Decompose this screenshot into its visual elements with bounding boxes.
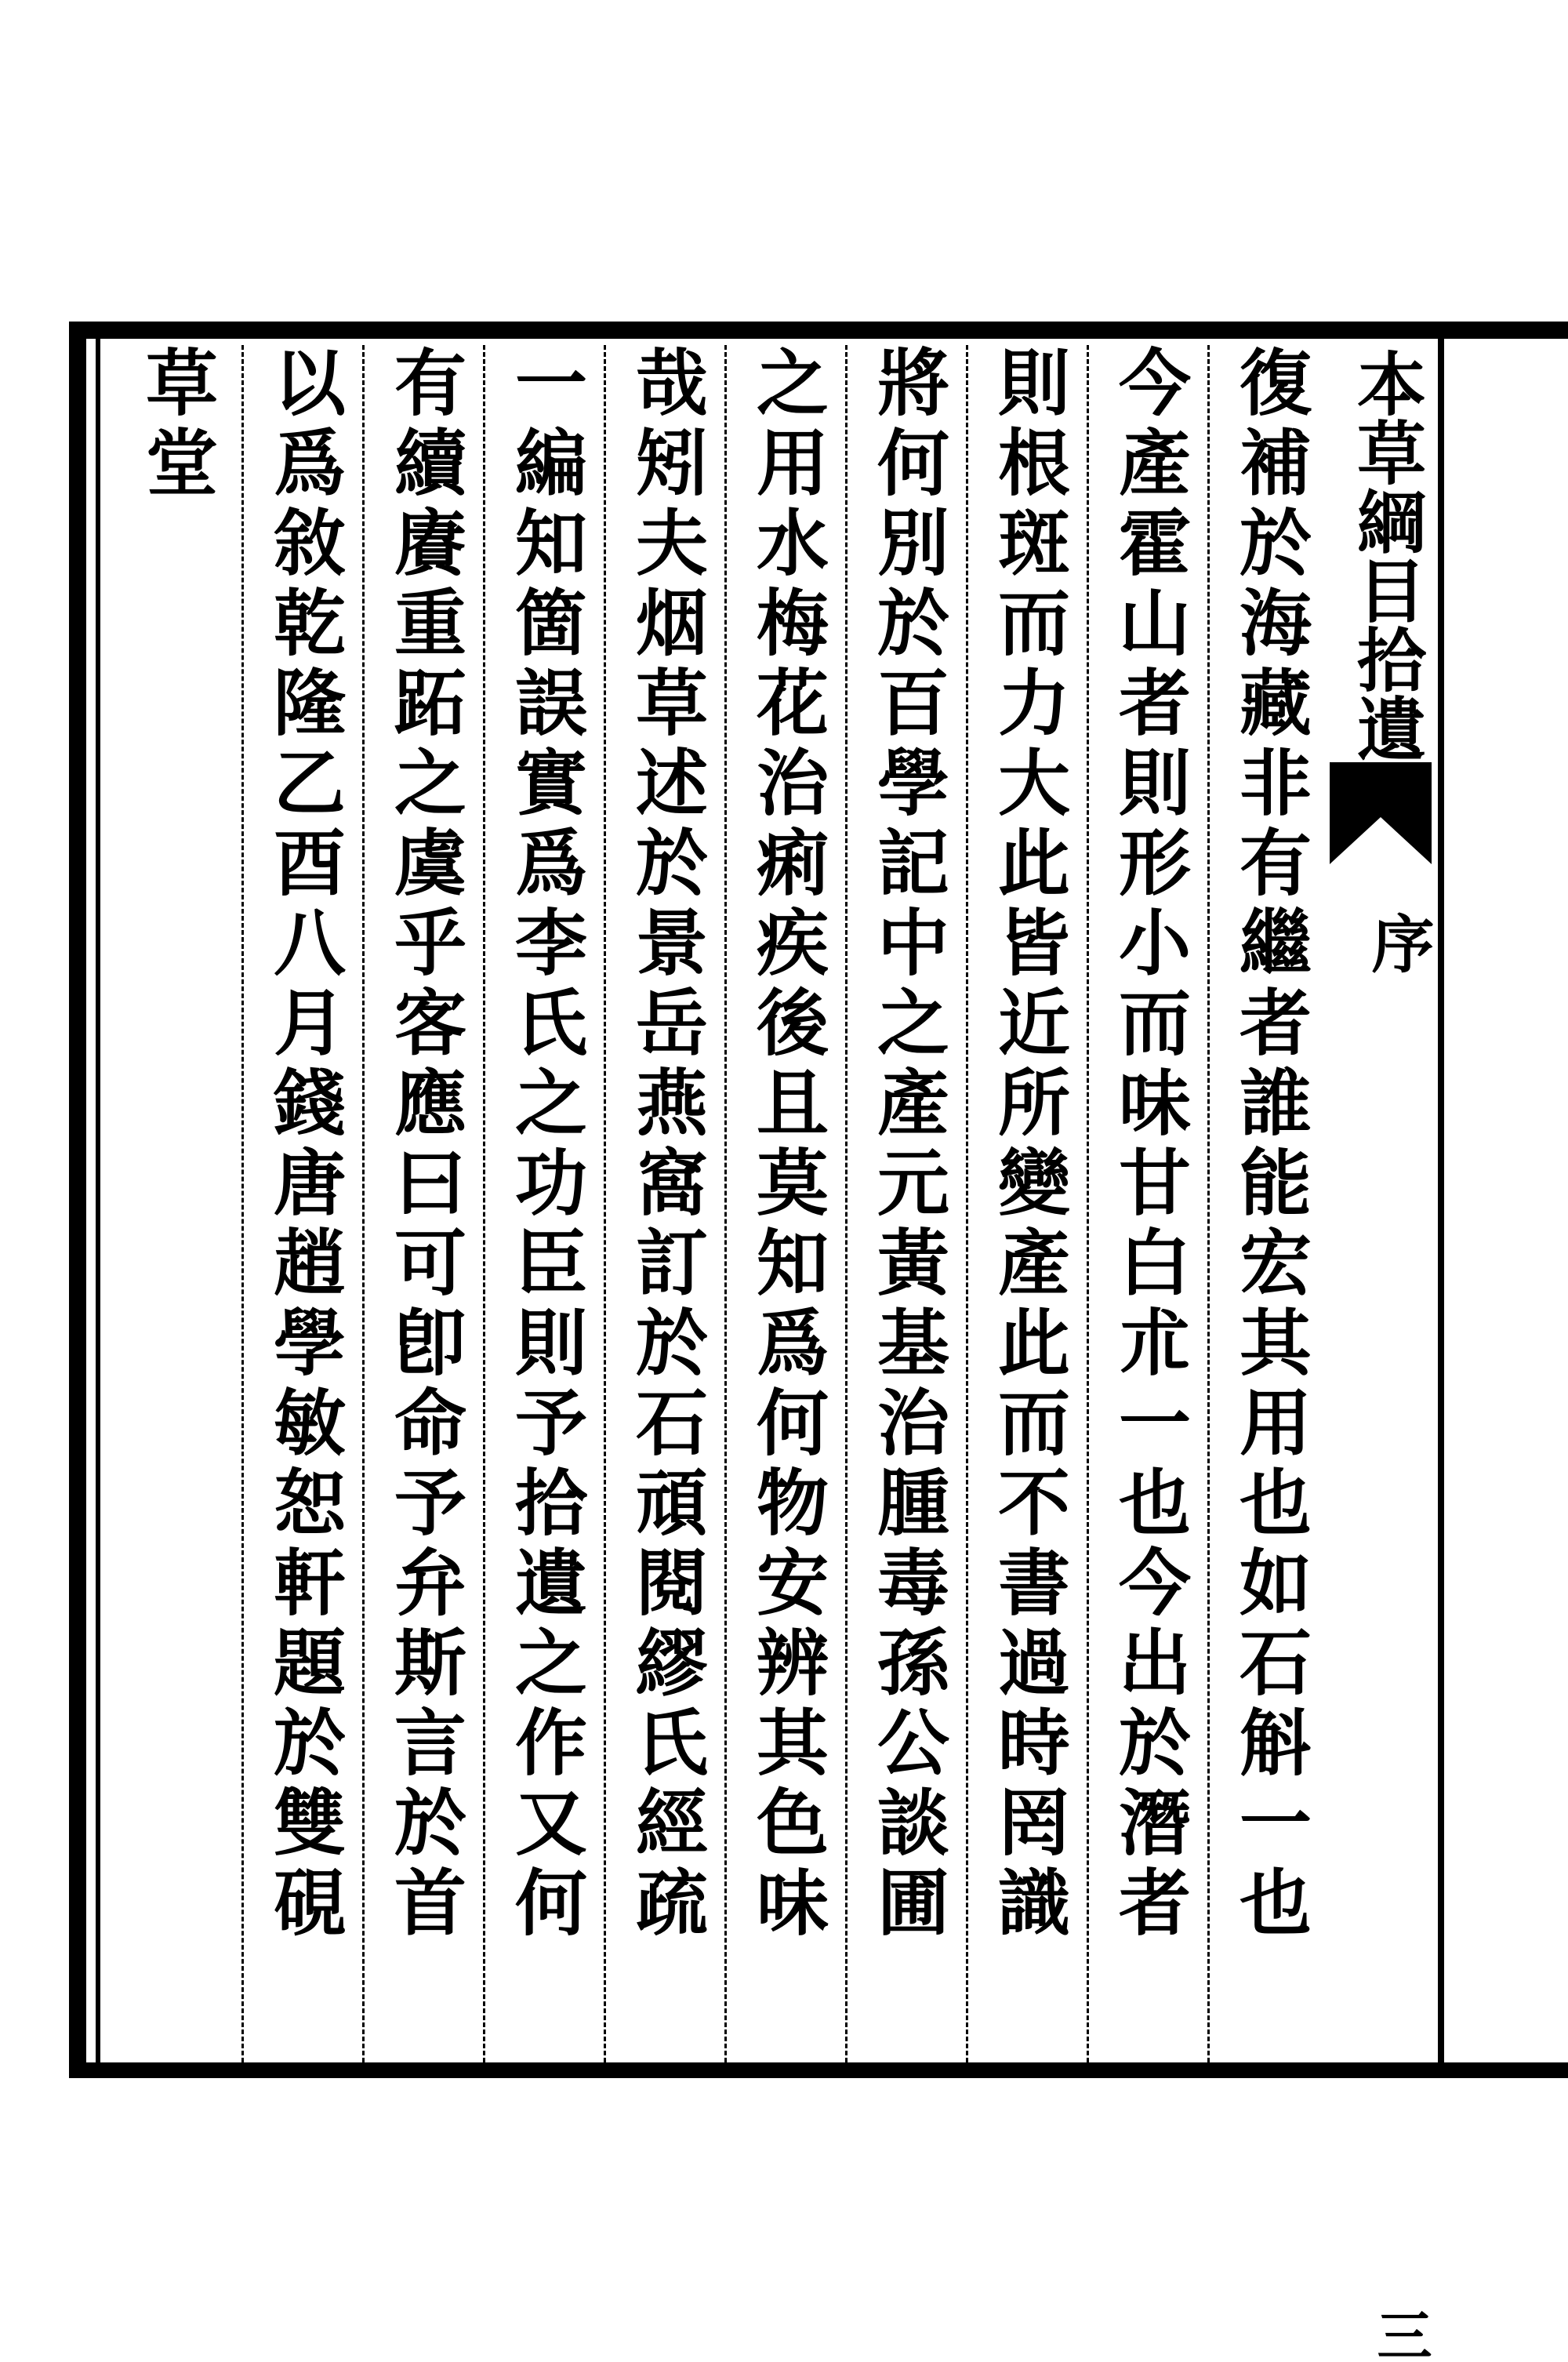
- book-title: 本草綱目拾遺: [1346, 348, 1428, 762]
- section-label: 序: [1361, 911, 1435, 974]
- text-column-5: 之用水梅花治痢疾後且莫知爲何物安辨其色味: [745, 345, 829, 1945]
- text-column-10: 草堂: [134, 345, 219, 505]
- text-column-4: 將何別於百學記中之產元黃基治腫毒孫公談圃: [866, 345, 950, 1945]
- heart-rule: [1438, 339, 1444, 2062]
- page-heart: [1330, 339, 1447, 2362]
- text-column-2: 今產霍山者則形小而味甘白朮一也今出於潛者: [1107, 345, 1192, 1945]
- text-column-6: 哉矧夫烟草述於景岳燕窩訂於石頑閱繆氏經疏: [624, 345, 709, 1945]
- text-column-9: 以爲敘乾隆乙酉八月錢唐趙學敏恕軒題於雙硯: [262, 345, 347, 1945]
- text-column-3: 則根斑而力大此皆近所變產此而不書過時罔識: [986, 345, 1071, 1945]
- page-number: 三: [1368, 2307, 1433, 2362]
- column-divider: [241, 345, 244, 2062]
- fishtail-mark-icon: [1330, 762, 1432, 864]
- text-column-1: 復補於海藏非有繼者誰能宏其用也如石斛一也: [1228, 345, 1312, 1945]
- inner-border-rule: [96, 339, 100, 2062]
- text-column-7: 一編知箇誤實爲李氏之功臣則予拾遺之作又何: [503, 345, 588, 1945]
- text-column-8: 有續賡重跖之虞乎客應曰可卽命予弁斯言於首: [383, 345, 467, 1945]
